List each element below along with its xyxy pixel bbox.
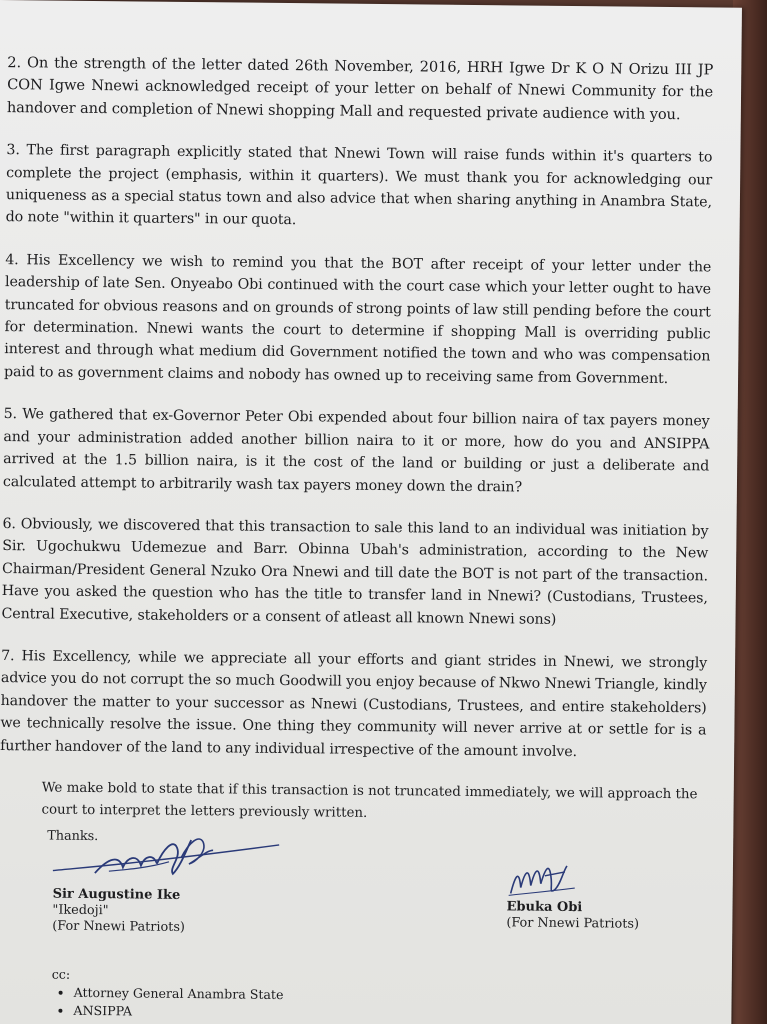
paragraph-6: 6. Obviously, we discovered that this transaction to sale this land to an individual was initiation by Sir. Ugochukwu Udemezue and Barr. Obinna Ubah's administration, according to the New Chairman/President General Nzuko Ora Nnewi and till date the BOT is not part of the transaction. Have you asked the question who has the title to transfer land in Nnewi? (Custodians, Trustees, Central Executive, stakeholders or a consent of atleast all known Nnewi sons) — [1, 515, 709, 628]
signatory-left — [52, 887, 185, 936]
signatory-right — [506, 899, 639, 932]
signatory-left-alias: "Ikedoji" — [52, 902, 109, 919]
paragraph-2: 2. On the strength of the letter dated 26th November, 2016, HRH Igwe Dr K O N Orizu III JP CON Igwe Nnewi acknowledged receipt of your letter on behalf of Nnewi Community for the handover and completion of Nnewi shopping Mall and requested private audience with you. — [6, 54, 714, 123]
cc-list — [51, 985, 283, 1021]
closing-statement: We make bold to state that if this transaction is not truncated immediately, we will approach the court to interpret the letters previously written. — [41, 780, 698, 821]
signatory-left-affiliation: (For Nnewi Patriots) — [52, 918, 186, 935]
cc-recipient: • ANSIPPA — [73, 1003, 283, 1021]
signatory-right-affiliation: (For Nnewi Patriots) — [506, 915, 640, 932]
paragraph-4: 4. His Excellency we wish to remind you that the BOT after receipt of your letter under the leadership of late Sen. Onyeabo Obi continued with the court case which your letter ought to have truncated for obvious reasons and on grounds of strong points of law still pending before the court for determination. Nnewi wants the court to determine if shopping Mall is overriding public interest and through what medium did Government notified the town and who was compensation paid to as government claims and nobody has owned up to receiving same from Government. — [4, 251, 712, 387]
cc-recipient: • Attorney General Anambra State — [74, 985, 284, 1003]
paragraph-3: 3. The first paragraph explicitly stated that Nnewi Town will raise funds within it's quarters to complete the project (emphasis, within it quarters). We must thank you for acknowledging our uniqueness as a special status town and also advice that when sharing anything in Anambra State, do note "within it quarters" in our quota. — [5, 142, 713, 229]
signatory-left-name: Sir Augustine Ike — [52, 886, 181, 903]
signatory-right-name: Ebuka Obi — [506, 899, 583, 916]
signature-left — [49, 827, 290, 894]
thanks-line: Thanks. — [47, 828, 99, 845]
paragraph-5: 5. We gathered that ex-Governor Peter Obi expended about four billion naira of tax payers money and your administration added another billion naira to it or more, how do you and ANSIPPA arrived at the 1.5 billion naira, is it the cost of the land or building or just a deliberate and calculated attempt to arbitrarily wash tax payers money down the drain? — [2, 406, 710, 495]
cc-label: cc: — [51, 966, 71, 982]
letter-body — [0, 52, 713, 850]
signature-right — [505, 857, 585, 902]
paragraph-7: 7. His Excellency, while we appreciate all your efforts and giant strides in Nnewi, we strongly advice you do not corrupt the so much Goodwill you enjoy because of Nkwo Nnewi Triangle, kindly handover the matter to your successor as Nnewi (Custodians, Trustees, and entire stakeholders) we technically resolve the issue. One thing they community will never arrive at or settle for is a further handover of the land to any individual irrespective of the amount involve. — [0, 647, 708, 760]
cc-section — [51, 967, 283, 1023]
